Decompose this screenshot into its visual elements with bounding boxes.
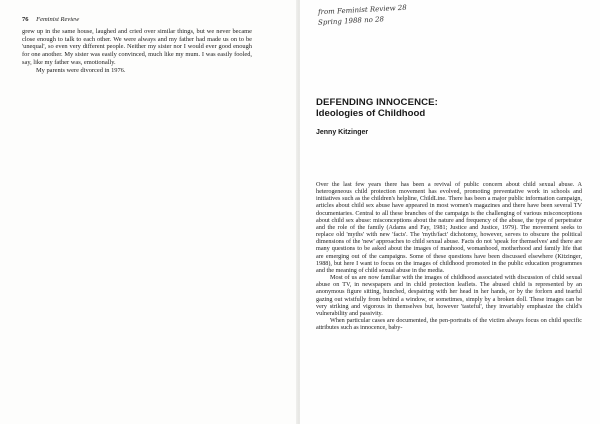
body-paragraph: Over the last few years there has been a revival of public concern about child sexual abuse. A heterogeneous child protection movement has evolved, promoting preventative work in schools and initiatives such as the children's helpline, ChildLine. There has been a major public information campaign, articles about child sex abuse have appeared in most women's magazines and there have been several TV documentaries. Central to all these branches of the campaign is the challenging of various misconceptions about child sex abuse: misconceptions about the nature and frequency of the abuse, the type of perpetrator and the role of the family (Adams and Fay, 1981; Justice and Justice, 1979). The movement seeks to replace old 'myths' with new 'facts'. The 'myth/fact' dichotomy, however, serves to obscure the political dimensions of the 'new' approaches to child sexual abuse. Facts do not 'speak for themselves' and there are many questions to be asked about the images of manhood, womanhood, motherhood and family life that are emerging out of the campaigns. Some of these questions have been discussed elsewhere (Kitzinger, 1988), but here I want to focus on the images of childhood promoted in the public education programmes and the meaning of child sexual abuse in the media. (316, 181, 582, 274)
body-paragraph: When particular cases are documented, the pen-portraits of the victim always focus on child specific attributes such as innocence, baby- (316, 316, 582, 332)
running-header (22, 16, 79, 23)
handwritten-note: from Feminist Review 28 (317, 3, 407, 17)
page-number: 76 (22, 16, 29, 23)
body-paragraph: Most of us are now familiar with the images of childhood associated with discussion of child sexual abuse on TV, in newspapers and in child protection leaflets. The abused child is represented by an anonymous figure sitting, hunched, despairing with her head in her hands, or by the forlorn and tearful gazing out wistfully from behind a window, or sometimes, simply by a broken doll. These images can be very striking and vigorous in themselves but, however 'tasteful', they invariably emphasize the child's vulnerability and passivity. (316, 274, 582, 317)
left-paragraph: My parents were divorced in 1976. (36, 66, 126, 74)
article-body (316, 181, 582, 331)
handwritten-note: Spring 1988 no 28 (317, 15, 385, 27)
left-paragraph: grew up in the same house, laughed and cried over similar things, but we never became close enough to talk to each other. We were always and my father had made us on to be 'unequal', so even very different people. Neither my sister nor I would ever good enough for one another. My sister was easily convinced, much like my mum. I was easily fooled, say, like my father was, emotionally. (22, 28, 252, 66)
article-subtitle: Ideologies of Childhood (316, 108, 426, 119)
running-head: Feminist Review (36, 16, 80, 23)
left-page-text (22, 28, 252, 74)
article-title: DEFENDING INNOCENCE: (316, 97, 438, 108)
article-author: Jenny Kitzinger (316, 129, 369, 136)
